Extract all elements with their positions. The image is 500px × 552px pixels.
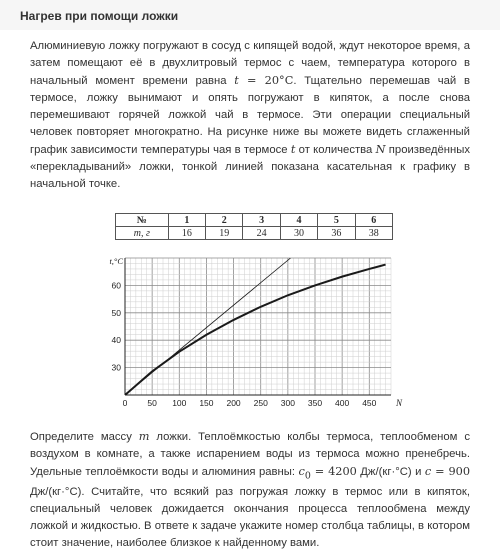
p1-text-c: от количества bbox=[295, 144, 376, 156]
y-tick-label: 50 bbox=[111, 307, 121, 318]
table-col-3: 3 bbox=[243, 214, 280, 227]
x-tick-label: 50 bbox=[147, 398, 157, 408]
x-axis-label: N bbox=[395, 398, 403, 408]
table-row-label: m, г bbox=[116, 227, 169, 240]
p2-c0-unit: Дж/(кг·°С) и bbox=[356, 466, 425, 478]
table-col-1: 1 bbox=[168, 214, 205, 227]
p1-text-a: Алюминиевую ложку погружают в сосуд с кипящей водой, ждут некоторое время, а затем помещают её в двухлитровый термос с чаем, температура которого в начальный момент времени равна bbox=[30, 40, 470, 87]
p2-text-a: Определите массу bbox=[30, 431, 139, 443]
table-header-label: № bbox=[116, 214, 169, 227]
x-tick-label: 200 bbox=[226, 398, 241, 408]
p2-text-b: ложки. Теплоёмкостью колбы термоса, теплообменом с воздухом в комнате, а также испарением воды из термоса можно пренебречь. Удельные теплоёмкости воды и алюминия равны: bbox=[30, 431, 470, 478]
plot-area bbox=[125, 258, 391, 395]
mass-table bbox=[115, 213, 393, 240]
problem-paragraph-1 bbox=[30, 38, 470, 193]
math-m: m bbox=[138, 430, 150, 443]
math-c0-eq: = 4200 bbox=[310, 465, 357, 478]
x-tick-label: 0 bbox=[122, 398, 128, 408]
table-cell: 38 bbox=[355, 227, 392, 240]
math-c-eq: = 900 bbox=[431, 465, 471, 478]
math-t: t bbox=[234, 74, 239, 87]
table-col-2: 2 bbox=[206, 214, 243, 227]
problem-paragraph-2 bbox=[30, 428, 470, 552]
y-tick-label: 30 bbox=[111, 362, 121, 373]
math-t-eq: = 20°C bbox=[238, 74, 294, 87]
p2-c-unit: Дж/(кг·°С). Считайте, что всякий раз погружая ложку в термос или в кипяток, специальный человек дожидается окончания процесса теплообмена между ложкой и жидкостью. В ответе к задаче укажите номер столбца таблицы, в котором стоит значение, наиболее близкое к найденному вами. bbox=[30, 486, 470, 550]
x-tick-label: 350 bbox=[307, 398, 323, 408]
table-cell: 24 bbox=[243, 227, 280, 240]
p1-text-d: произведённых «перекладываний» ложки, тонкой линией показана касательная к графику в начальной точке. bbox=[30, 144, 471, 190]
table-cell: 30 bbox=[280, 227, 317, 240]
math-N: N bbox=[375, 143, 386, 156]
math-c: c bbox=[424, 465, 432, 478]
problem-title: Нагрев при помощи ложки bbox=[20, 9, 179, 23]
y-tick-label: 60 bbox=[111, 280, 121, 291]
x-tick-label: 400 bbox=[335, 398, 350, 408]
math-c0-sub: 0 bbox=[304, 470, 311, 482]
x-tick-label: 450 bbox=[362, 398, 377, 408]
math-c0: c bbox=[298, 465, 305, 478]
x-tick-label: 150 bbox=[199, 398, 214, 408]
table-cell: 16 bbox=[168, 227, 205, 240]
table-header-row bbox=[116, 214, 393, 227]
x-tick-label: 250 bbox=[253, 398, 268, 408]
x-tick-label: 100 bbox=[172, 398, 187, 408]
temperature-chart bbox=[100, 250, 410, 410]
table-col-6: 6 bbox=[355, 214, 392, 227]
math-t2: t bbox=[290, 143, 296, 156]
table-col-4: 4 bbox=[280, 214, 317, 227]
table-cell: 19 bbox=[206, 227, 243, 240]
table-values-row bbox=[116, 227, 393, 240]
y-tick-label: 40 bbox=[111, 335, 121, 346]
y-axis-label: t,°C bbox=[109, 256, 123, 266]
table-col-5: 5 bbox=[318, 214, 355, 227]
x-tick-label: 300 bbox=[280, 398, 295, 408]
p1-text-b: . Тщательно перемешав чай в термосе, ложку вынимают и опять погружают в кипяток, а после снова перемешивают горячей ложкой чай в термосе. Эти операции специальный человек повторяет многократно. На рисунке ниже вы можете видеть сглаженный график зависимости температуры чая в термосе bbox=[30, 75, 470, 156]
table-cell: 36 bbox=[318, 227, 355, 240]
